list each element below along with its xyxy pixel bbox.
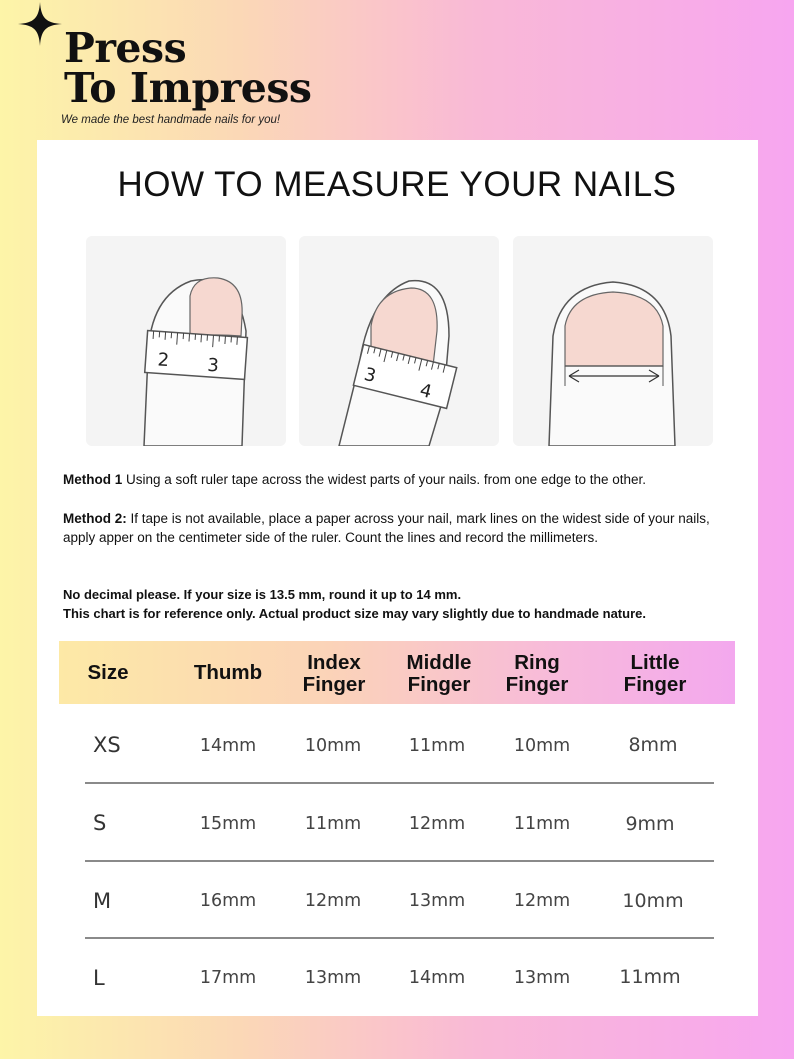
table-cell-ring: 10mm [513, 736, 571, 756]
page-title: HOW TO MEASURE YOUR NAILS [117, 165, 677, 204]
note-decimal: No decimal please. If your size is 13.5 mm, round it up to 14 mm. [63, 587, 462, 602]
table-cell-little: 8mm [628, 734, 678, 756]
header-middle-line1: Middle [406, 651, 472, 674]
table-cell-size: L [93, 966, 105, 990]
table-cell-thumb: 14mm [199, 736, 257, 756]
table-cell-index: 13mm [304, 968, 362, 988]
method-2-body: If tape is not available, place a paper across your nail, mark lines on the widest side of your nails, apply apper on the centimeter side of the ruler. Count the lines and record the millimeters. [63, 511, 710, 545]
table-cell-ring: 11mm [513, 814, 571, 834]
header-thumb: Thumb [193, 661, 263, 684]
table-cell-thumb: 15mm [199, 814, 257, 834]
table-cell-middle: 14mm [408, 968, 466, 988]
table-cell-index: 12mm [304, 891, 362, 911]
header-index [290, 652, 378, 696]
header-middle-line2: Finger [407, 673, 471, 696]
sparkle-icon [18, 2, 62, 46]
header-size: Size [87, 661, 129, 684]
table-cell-little: 11mm [619, 966, 681, 988]
illustration-nail-width [513, 236, 713, 446]
header-index-line1: Index [307, 651, 361, 674]
note-reference: This chart is for reference only. Actual product size may vary slightly due to handmade nature. [63, 606, 646, 621]
header-ring [494, 652, 580, 696]
table-cell-index: 10mm [304, 736, 362, 756]
table-cell-thumb: 17mm [199, 968, 257, 988]
illustration-tape-index [299, 236, 499, 446]
table-cell-little: 10mm [622, 890, 684, 912]
method-1-body: Using a soft ruler tape across the widest parts of your nails. from one edge to the other. [122, 472, 647, 487]
table-cell-middle: 12mm [408, 814, 466, 834]
table-cell-middle: 11mm [408, 736, 466, 756]
method-2-label: Method 2: [63, 511, 127, 526]
header-little-line1: Little [630, 651, 680, 674]
table-cell-little: 9mm [625, 813, 675, 835]
table-cell-size: XS [93, 733, 121, 757]
table-cell-index: 11mm [304, 814, 362, 834]
method-2-text [63, 509, 723, 547]
brand-line-2: To Impress [64, 64, 312, 112]
illustration-tape-thumb [86, 236, 286, 446]
header-little [610, 652, 700, 696]
table-cell-ring: 13mm [513, 968, 571, 988]
ruler-number: 3 [361, 363, 379, 388]
header-ring-line2: Finger [505, 673, 569, 696]
table-cell-size: M [93, 889, 112, 913]
ruler-number: 3 [206, 354, 220, 377]
brand-line-1: Press [64, 24, 187, 72]
header-middle [394, 652, 484, 696]
ruler-number: 4 [417, 379, 434, 404]
header-ring-line1: Ring [514, 651, 560, 674]
row-divider [85, 860, 714, 862]
table-cell-thumb: 16mm [199, 891, 257, 911]
header-little-line2: Finger [623, 673, 687, 696]
method-1-label: Method 1 [63, 472, 123, 487]
table-cell-ring: 12mm [513, 891, 571, 911]
row-divider [85, 937, 714, 939]
header-index-line2: Finger [302, 673, 366, 696]
method-1-text [63, 470, 723, 489]
brand-logo [64, 24, 312, 112]
table-cell-size: S [93, 811, 107, 835]
table-cell-middle: 13mm [408, 891, 466, 911]
row-divider [85, 782, 714, 784]
brand-tagline: We made the best handmade nails for you! [61, 114, 281, 126]
ruler-number: 2 [156, 349, 170, 372]
